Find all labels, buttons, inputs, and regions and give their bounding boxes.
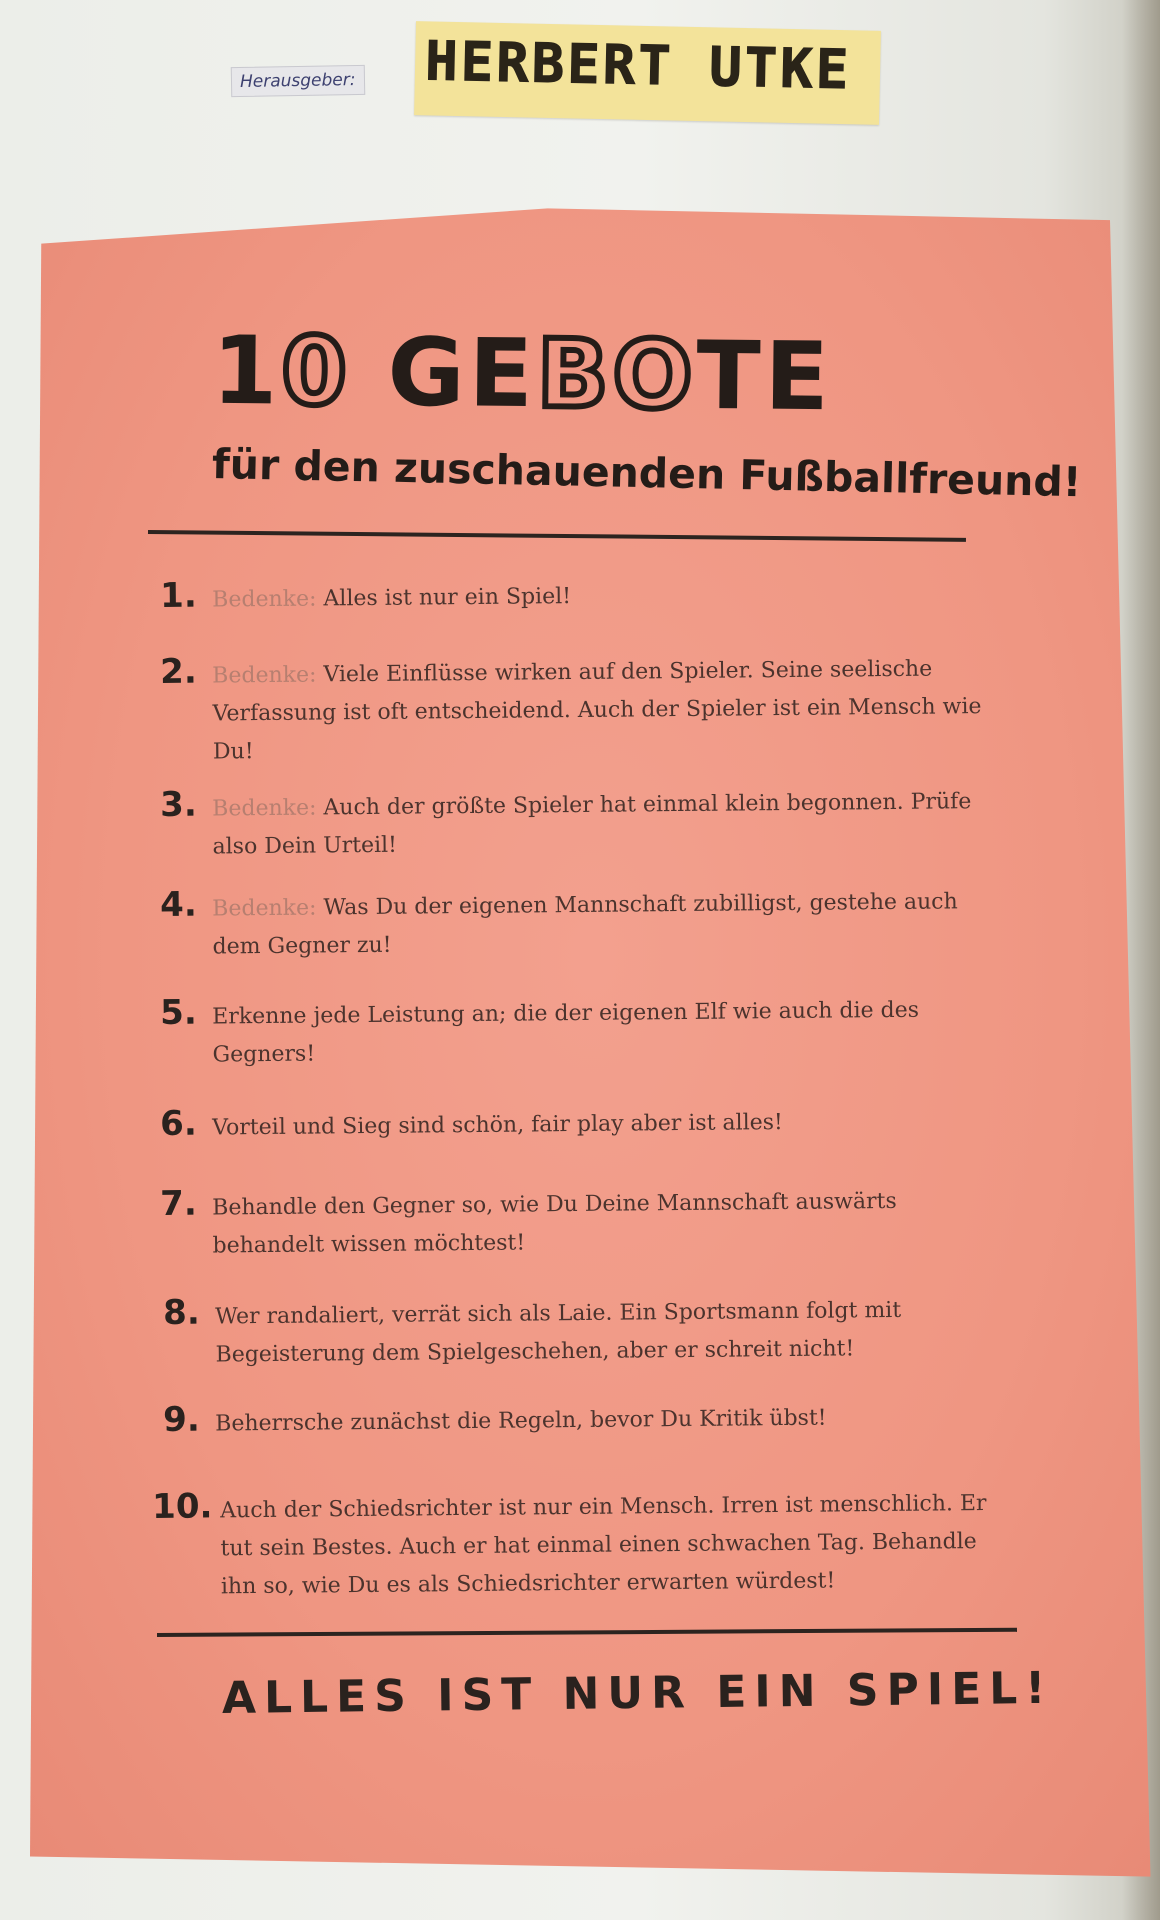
commandment-number: 5. [160,992,197,1033]
commandment-number: 8. [163,1292,200,1333]
publisher-label: Herausgeber: [231,65,365,97]
poster-footer: ALLES IST NUR EIN SPIEL! [221,1662,1054,1724]
poster-subtitle: für den zuschauenden Fußballfreund! [211,440,1082,507]
commandment-text: Bedenke: Viele Einflüsse wirken auf den Spieler. Seine seelische Verfassung ist oft entscheidend. Auch der Spieler ist ein Mensch wie Du! [212,656,982,765]
commandment-text: Behandle den Gegner so, wie Du Deine Mannschaft auswärts behandelt wissen möchtest! [212,1188,897,1259]
commandment-text: Vorteil und Sieg sind schön, fair play aber ist alles! [212,1110,783,1141]
commandment-text: Wer randaliert, verrät sich als Laie. Ein Sportsmann folgt mit Begeisterung dem Spielgeschehen, aber er schreit nicht! [215,1297,902,1368]
commandment-text: Auch der Schiedsrichter ist nur ein Mensch. Irren ist menschlich. Er tut sein Bestes. Auch er hat einmal einen schwachen Tag. Behandle ihn so, wie Du es als Schiedsrichter erwarten würdest! [220,1490,987,1600]
commandment-text: Erkenne jede Leistung an; die der eigenen Elf wie auch die des Gegners! [212,997,920,1068]
commandment-number: 4. [160,884,197,925]
commandment-number: 2. [160,651,197,692]
commandment-number: 6. [160,1103,197,1144]
commandment-text: Bedenke: Was Du der eigenen Mannschaft zubilligst, gestehe auch dem Gegner zu! [212,889,958,960]
commandment-text: Bedenke: Auch der größte Spieler hat einmal klein begonnen. Prüfe also Dein Urteil! [212,789,972,860]
poster-title-text: 10 GEBOTE [211,316,834,433]
commandment-number: 3. [160,784,197,825]
commandment-number: 7. [160,1183,197,1224]
commandment-number: 1. [160,575,197,616]
commandment-number: 9. [163,1399,200,1440]
commandment-text: Bedenke: Alles ist nur ein Spiel! [212,584,572,613]
publisher-name: HERBERT UTKE [424,29,852,102]
commandment-number: 10. [152,1486,213,1527]
commandment-text: Beherrsche zunächst die Regeln, bevor Du Kritik übst! [215,1405,827,1437]
